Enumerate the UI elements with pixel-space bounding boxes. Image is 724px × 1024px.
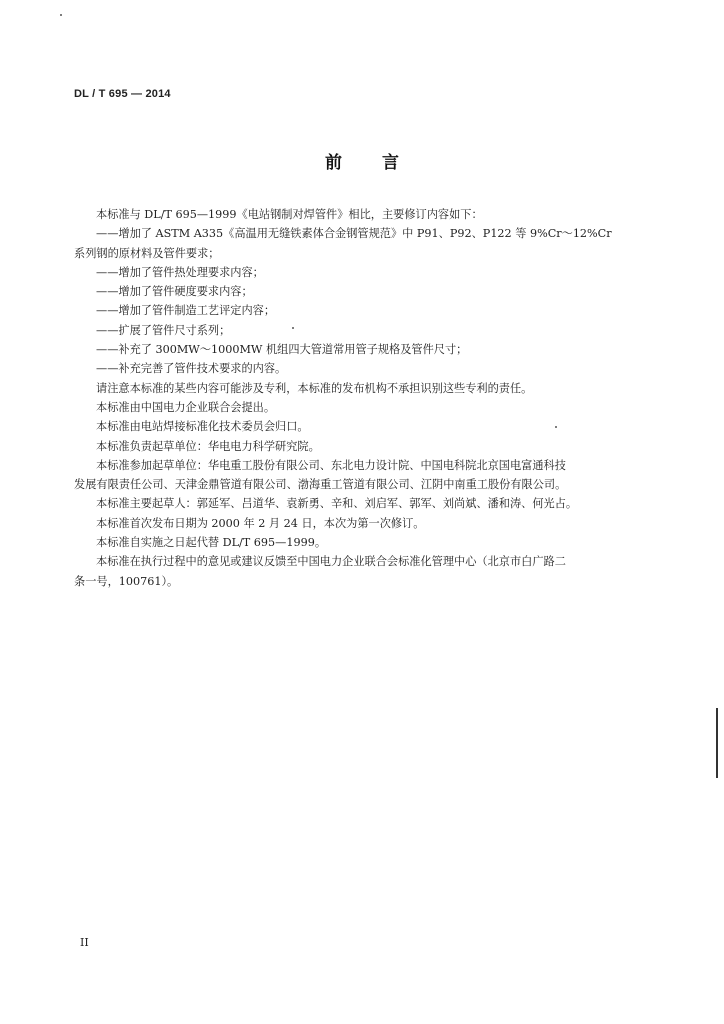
paragraph-line: ——增加了 ASTM A335《高温用无缝铁素体合金钢管规范》中 P91、P92、P122 等 9%Cr～12%Cr [96, 227, 612, 241]
paragraph-line: 本标准由中国电力企业联合会提出。 [96, 400, 276, 414]
paragraph-line: 本标准与 DL/T 695—1999《电站钢制对焊管件》相比，主要修订内容如下： [96, 208, 483, 221]
paragraph-line: 条一号，100761）。 [74, 574, 179, 588]
paragraph-line: 本标准负责起草单位：华电电力科学研究院。 [96, 439, 320, 453]
paragraph-line: 本标准在执行过程中的意见或建议反馈至中国电力企业联合会标准化管理中心（北京市白广路二 [96, 555, 566, 569]
paragraph-line: 本标准自实施之日起代替 DL/T 695—1999。 [96, 536, 327, 550]
page-title: 前言 [325, 153, 439, 173]
scan-speck [60, 14, 62, 16]
scan-speck [292, 327, 294, 329]
paragraph-line: ——扩展了管件尺寸系列； [96, 323, 231, 337]
paragraph-line: 本标准主要起草人：郭延军、吕道华、袁新勇、辛和、刘启军、郭军、刘尚斌、潘和涛、何光占。 [96, 497, 578, 511]
paragraph-line: ——增加了管件制造工艺评定内容； [96, 304, 276, 318]
paragraph-line: ——补充了 300MW～1000MW 机组四大管道常用管子规格及管件尺寸； [96, 343, 468, 357]
paragraph-line: ——增加了管件硬度要求内容； [96, 285, 253, 299]
standard-code: DL / T 695 — 2014 [74, 88, 171, 100]
paragraph-line: ——补充完善了管件技术要求的内容。 [96, 362, 287, 376]
paragraph-line: 本标准由电站焊接标准化技术委员会归口。 [96, 420, 309, 434]
paragraph-line: 本标准首次发布日期为 2000 年 2 月 24 日，本次为第一次修订。 [96, 516, 425, 530]
scan-speck [555, 426, 557, 428]
paragraph-line: 系列钢的原材料及管件要求； [74, 246, 220, 260]
foreword-body [74, 205, 654, 591]
paragraph-line: 本标准参加起草单位：华电重工股份有限公司、东北电力设计院、中国电科院北京国电富通科技 [96, 458, 566, 472]
paragraph-line: 请注意本标准的某些内容可能涉及专利，本标准的发布机构不承担识别这些专利的责任。 [96, 381, 533, 395]
page-number: II [80, 936, 89, 949]
scan-edge-mark [716, 708, 718, 778]
paragraph-line: 发展有限责任公司、天津金鼎管道有限公司、渤海重工管道有限公司、江阴中南重工股份有限公司。 [74, 478, 567, 492]
paragraph-line: ——增加了管件热处理要求内容； [96, 265, 264, 279]
